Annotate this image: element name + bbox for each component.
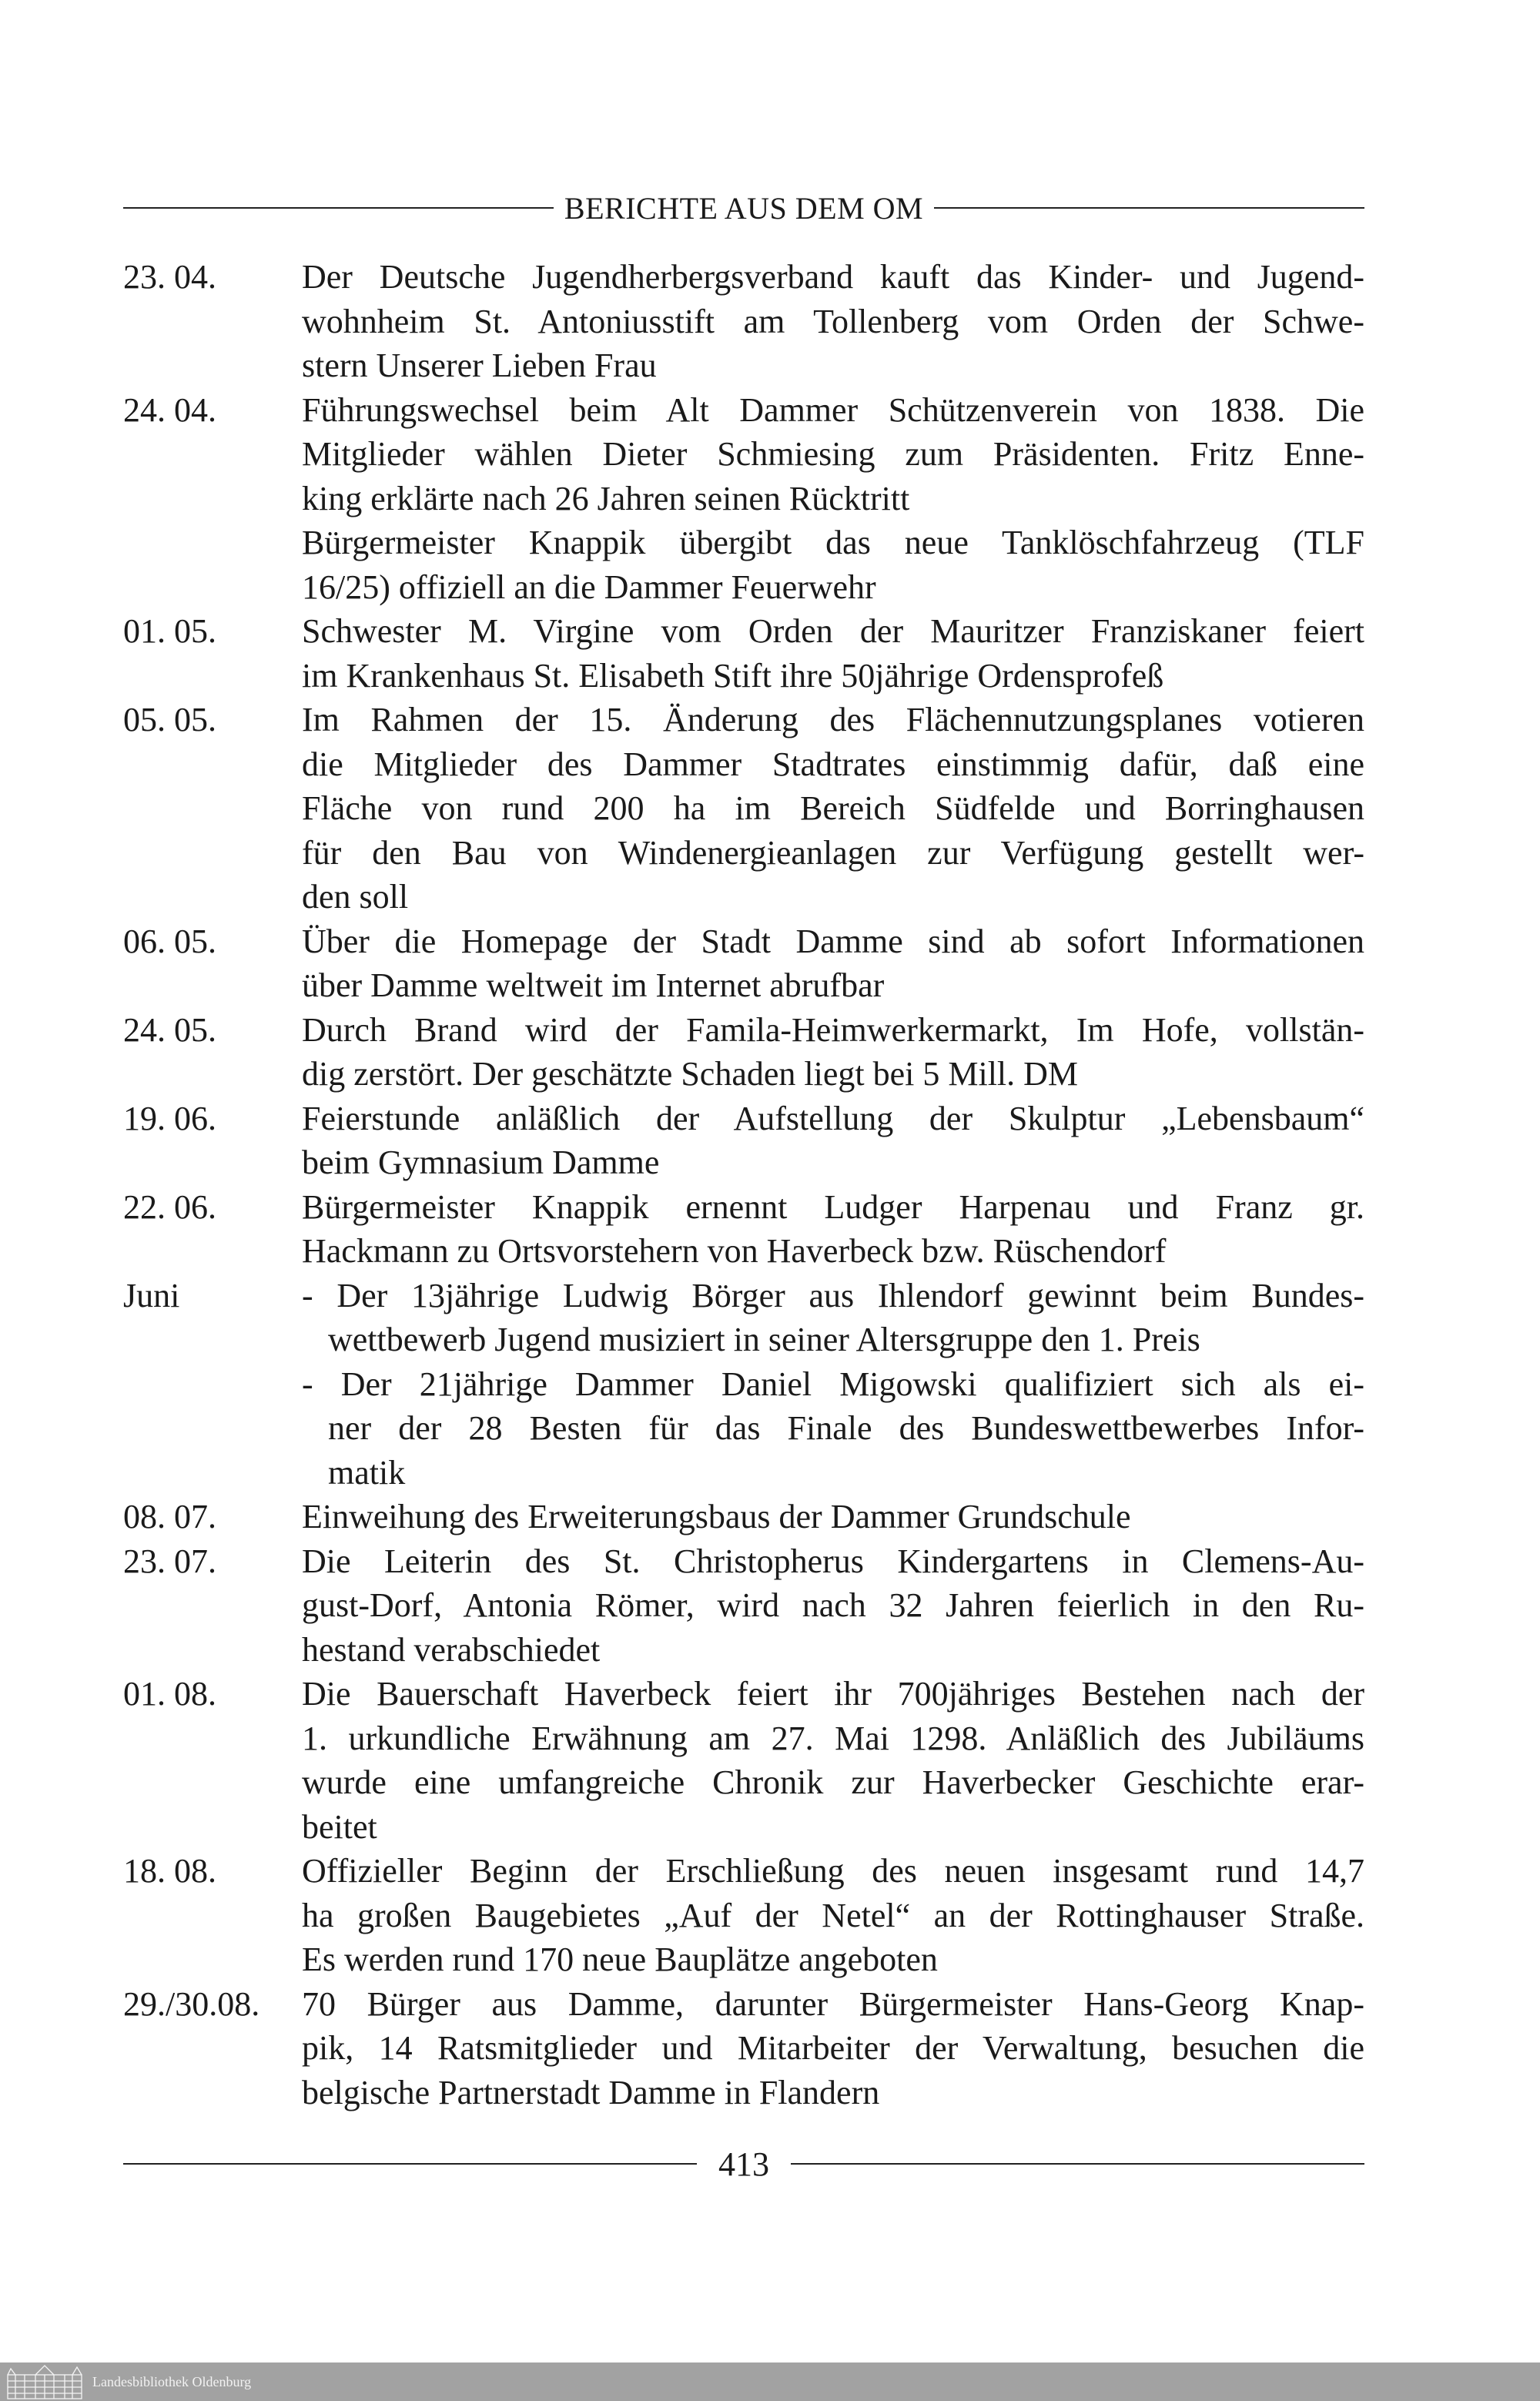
chronicle-entry xyxy=(123,1849,1364,1982)
entry-text xyxy=(302,255,1364,388)
entry-text xyxy=(302,1274,1364,1495)
entry-text-line: - Der 21jährige Dammer Daniel Migowski qualifiziert sich als ei- xyxy=(302,1365,1364,1403)
entry-text xyxy=(302,1097,1364,1185)
entry-text xyxy=(302,1008,1364,1097)
entry-text xyxy=(302,919,1364,1008)
chronicle-entry xyxy=(123,1185,1364,1274)
entry-date: 06. 05. xyxy=(123,922,216,960)
entry-date: 05. 05. xyxy=(123,701,216,738)
page-number: 413 xyxy=(718,2145,769,2183)
entry-text-line: Bürgermeister Knappik übergibt das neue Tanklöschfahrzeug (TLF xyxy=(302,524,1364,561)
entry-text xyxy=(302,388,1364,521)
entry-date: 08. 07. xyxy=(123,1498,216,1535)
entry-text-line: Mitglieder wählen Dieter Schmiesing zum Präsidenten. Fritz Enne- xyxy=(302,435,1364,473)
entry-text-line: dig zerstört. Der geschätzte Schaden liegt bei 5 Mill. DM xyxy=(302,1055,1079,1093)
entry-text-line: Der Deutsche Jugendherbergsverband kauft das Kinder- und Jugend- xyxy=(302,258,1364,296)
chronicle-entry xyxy=(123,609,1364,698)
entry-date: Juni xyxy=(123,1276,180,1314)
entry-text-line: Über die Homepage der Stadt Damme sind ab sofort Informationen xyxy=(302,922,1364,960)
chronicle-entry xyxy=(123,1495,1364,1539)
entry-text-line: beitet xyxy=(302,1807,377,1846)
entry-text-line: stern Unserer Lieben Frau xyxy=(302,347,657,384)
entry-text-line: Führungswechsel beim Alt Dammer Schützenverein von 1838. Die xyxy=(302,390,1364,429)
entry-text xyxy=(302,521,1364,609)
entry-text-line: king erklärte nach 26 Jahren seinen Rücktritt xyxy=(302,479,910,517)
entry-date: 23. 04. xyxy=(123,258,216,296)
entry-date xyxy=(123,521,302,609)
chronicle-entry xyxy=(123,521,1364,609)
entry-text-line: 1. urkundliche Erwähnung am 27. Mai 1298. Anläßlich des Jubiläums xyxy=(302,1719,1364,1757)
entry-text-line: - Der 13jährige Ludwig Börger aus Ihlendorf gewinnt beim Bundes- xyxy=(302,1276,1364,1314)
header-rule-right xyxy=(934,207,1364,209)
entry-text xyxy=(302,1672,1364,1849)
entry-text xyxy=(302,1849,1364,1982)
chronicle-entry xyxy=(123,1274,1364,1495)
chronicle-entries xyxy=(123,255,1364,2115)
chronicle-entry xyxy=(123,388,1364,521)
entry-text-line: ner der 28 Besten für das Finale des Bundeswettbewerbes Infor- xyxy=(328,1409,1364,1447)
entry-text-line: belgische Partnerstadt Damme in Flandern xyxy=(302,2073,880,2111)
entry-text-line: die Mitglieder des Dammer Stadtrates einstimmig dafür, daß eine xyxy=(302,745,1364,783)
footer-rule-right xyxy=(791,2163,1364,2165)
entry-text-line: wohnheim St. Antoniusstift am Tollenberg vom Orden der Schwe- xyxy=(302,302,1364,340)
library-bar xyxy=(0,2362,1540,2401)
entry-date: 29./30.08. xyxy=(123,1984,260,2023)
page-footer xyxy=(123,2141,1364,2187)
entry-text-line: wettbewerb Jugend musiziert in seiner Altersgruppe den 1. Preis xyxy=(328,1321,1200,1358)
entry-date: 01. 08. xyxy=(123,1675,216,1713)
entry-text xyxy=(302,1539,1364,1673)
entry-text-line: für den Bau von Windenergieanlagen zur Verfügung gestellt wer- xyxy=(302,833,1364,872)
entry-text-line: wurde eine umfangreiche Chronik zur Haverbecker Geschichte erar- xyxy=(302,1763,1364,1801)
entry-text xyxy=(302,1982,1364,2115)
entry-text-line: Einweihung des Erweiterungsbaus der Dammer Grundschule xyxy=(302,1498,1131,1535)
chronicle-entry xyxy=(123,1097,1364,1185)
entry-text-line: matik xyxy=(328,1453,406,1492)
entry-text-line: Feierstunde anläßlich der Aufstellung der Skulptur „Lebensbaum“ xyxy=(302,1099,1364,1137)
chronicle-entry xyxy=(123,255,1364,388)
entry-text-line: beim Gymnasium Damme xyxy=(302,1144,660,1181)
entry-text xyxy=(302,609,1364,698)
entry-date: 24. 04. xyxy=(123,390,216,429)
entry-text-line: 70 Bürger aus Damme, darunter Bürgermeister Hans-Georg Knap- xyxy=(302,1984,1364,2023)
entry-text xyxy=(302,1495,1364,1539)
entry-text-line: Es werden rund 170 neue Bauplätze angeboten xyxy=(302,1941,938,1978)
entry-text-line: Im Rahmen der 15. Änderung des Flächennutzungsplanes votieren xyxy=(302,701,1364,738)
chronicle-entry xyxy=(123,1008,1364,1097)
entry-text-line: pik, 14 Ratsmitglieder und Mitarbeiter der Verwaltung, besuchen die xyxy=(302,2029,1364,2067)
chronicle-entry xyxy=(123,919,1364,1008)
entry-date: 23. 07. xyxy=(123,1542,216,1580)
running-header xyxy=(123,185,1364,231)
entry-text-line: im Krankenhaus St. Elisabeth Stift ihre 50jährige Ordensprofeß xyxy=(302,656,1164,695)
entry-text-line: den soll xyxy=(302,878,409,916)
entry-text-line: Bürgermeister Knappik ernennt Ludger Harpenau und Franz gr. xyxy=(302,1187,1364,1226)
entry-date: 24. 05. xyxy=(123,1010,216,1049)
entry-date: 19. 06. xyxy=(123,1099,216,1137)
entry-text-line: Die Leiterin des St. Christopherus Kindergartens in Clemens-Au- xyxy=(302,1542,1364,1580)
entry-date: 01. 05. xyxy=(123,612,216,650)
footer-rule-left xyxy=(123,2163,697,2165)
chronicle-entry xyxy=(123,1982,1364,2115)
entry-text-line: über Damme weltweit im Internet abrufbar xyxy=(302,966,885,1004)
entry-date: 22. 06. xyxy=(123,1187,216,1226)
entry-text xyxy=(302,1185,1364,1274)
chronicle-entry xyxy=(123,1672,1364,1849)
header-rule-left xyxy=(123,207,554,209)
entry-text-line: hestand verabschiedet xyxy=(302,1630,601,1669)
running-header-title: BERICHTE AUS DEM OM xyxy=(564,190,924,226)
entry-text-line: Durch Brand wird der Famila-Heimwerkermarkt, Im Hofe, vollstän- xyxy=(302,1010,1364,1049)
entry-text-line: ha großen Baugebietes „Auf der Netel“ an der Rottinghauser Straße. xyxy=(302,1896,1364,1934)
entry-text-line: Offizieller Beginn der Erschließung des neuen insgesamt rund 14,7 xyxy=(302,1852,1364,1890)
entry-text-line: Fläche von rund 200 ha im Bereich Südfelde und Borringhausen xyxy=(302,789,1364,827)
entry-text-line: gust-Dorf, Antonia Römer, wird nach 32 Jahren feierlich in den Ru- xyxy=(302,1586,1364,1624)
entry-text-line: Hackmann zu Ortsvorstehern von Haverbeck bzw. Rüschendorf xyxy=(302,1232,1167,1270)
chronicle-entry xyxy=(123,698,1364,919)
chronicle-entry xyxy=(123,1539,1364,1673)
entry-text-line: 16/25) offiziell an die Dammer Feuerwehr xyxy=(302,568,876,606)
entry-text-line: Die Bauerschaft Haverbeck feiert ihr 700jähriges Bestehen nach der xyxy=(302,1675,1364,1713)
entry-date: 18. 08. xyxy=(123,1852,216,1890)
library-building-logo-icon xyxy=(5,2364,85,2399)
entry-text xyxy=(302,698,1364,919)
entry-text-line: Schwester M. Virgine vom Orden der Mauritzer Franziskaner feiert xyxy=(302,612,1364,650)
library-name: Landesbibliothek Oldenburg xyxy=(92,2373,252,2389)
